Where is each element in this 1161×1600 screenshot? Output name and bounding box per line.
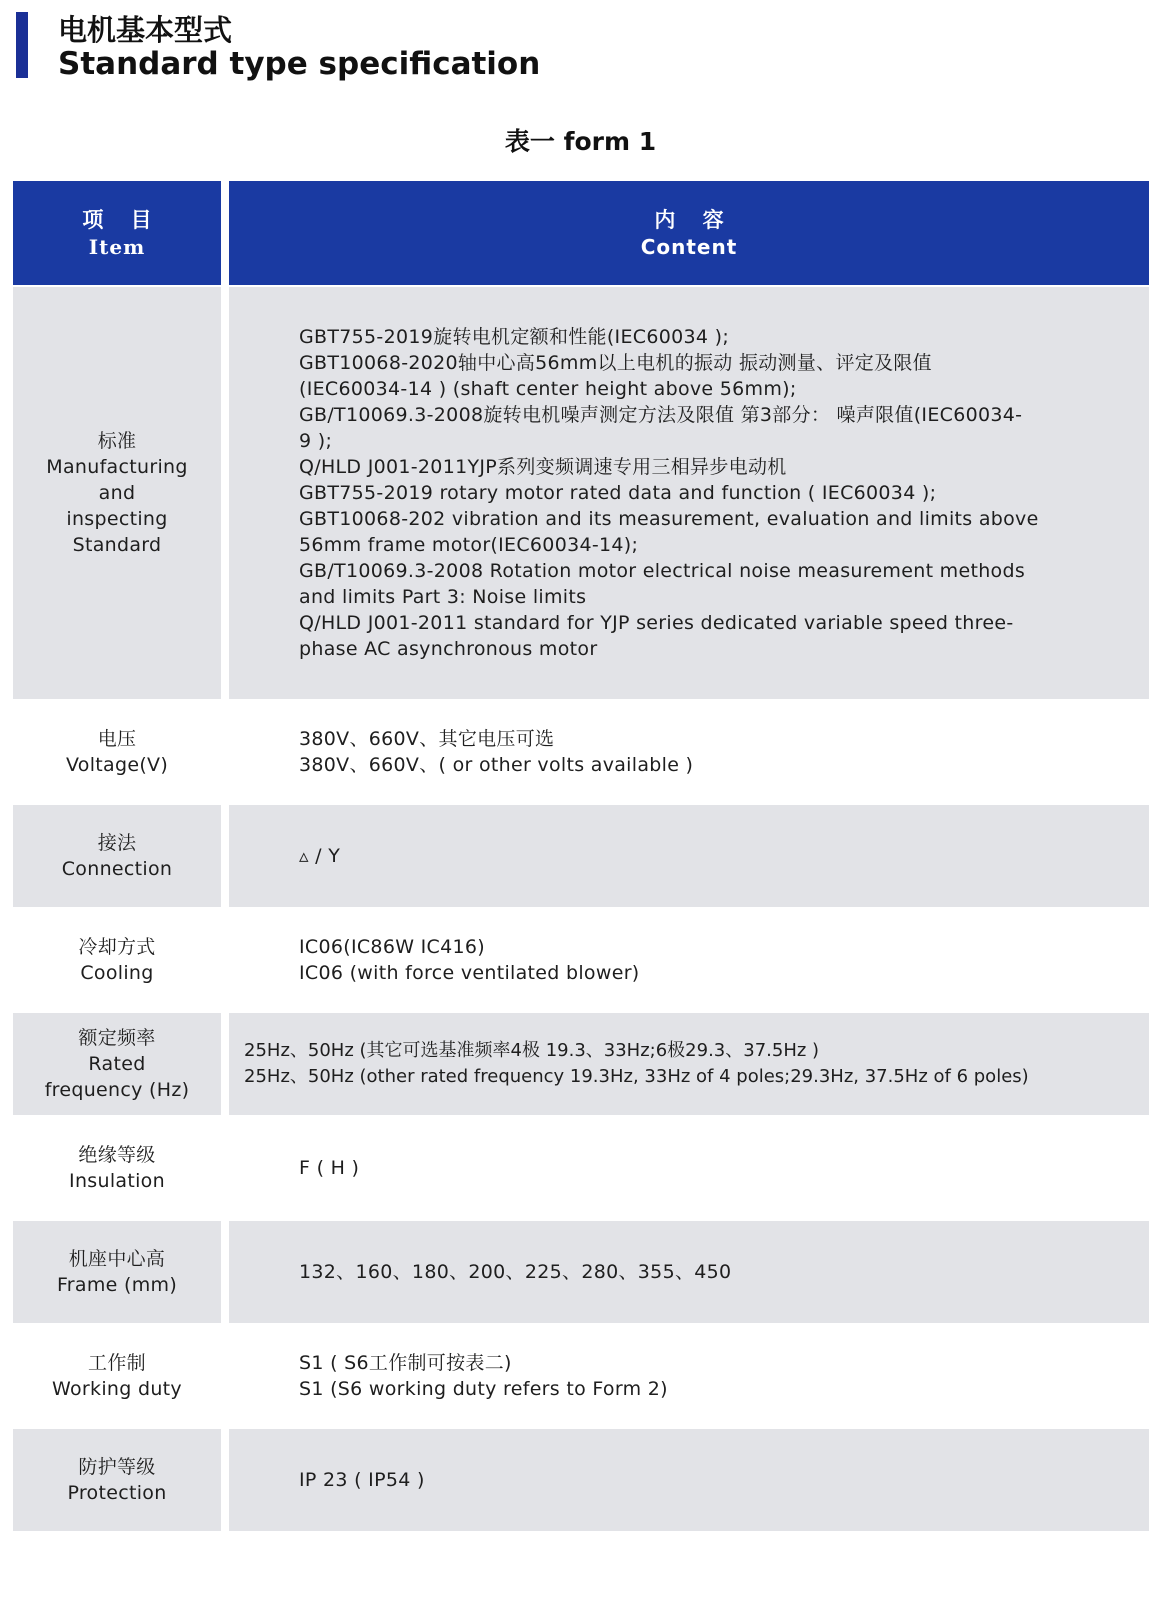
row-content: [229, 701, 1149, 803]
label-line: Connection: [61, 858, 173, 880]
header-content-cell: [229, 181, 1149, 285]
label-line: Voltage(V): [65, 754, 169, 776]
label-line: and: [98, 482, 136, 504]
content-line: GBT10068-202 vibration and its measurement, evaluation and limits above: [299, 508, 1039, 530]
row-label: [13, 1013, 221, 1115]
content-line: and limits Part 3: Noise limits: [299, 586, 587, 608]
content-line: 25Hz、50Hz (其它可选基准频率4极 19.3、33Hz;6极29.3、37.5Hz ): [244, 1040, 820, 1061]
row-content: [229, 1221, 1149, 1323]
row-label: [13, 1429, 221, 1531]
content-line: 25Hz、50Hz (other rated frequency 19.3Hz, 33Hz of 4 poles;29.3Hz, 37.5Hz of 6 poles): [244, 1066, 1029, 1087]
accent-bar: [16, 12, 28, 78]
content-line: ▵ / Y: [299, 845, 341, 867]
form-title: 表一 form 1: [504, 127, 657, 156]
content-line: IC06(IC86W IC416): [299, 936, 485, 958]
row-content: [229, 287, 1149, 699]
table-row-insulation: [13, 1117, 1149, 1219]
label-line: inspecting: [66, 508, 168, 530]
label-line: frequency (Hz): [44, 1079, 190, 1101]
row-content: [229, 1013, 1149, 1115]
table-row-standard: [13, 287, 1149, 699]
content-line: (IEC60034-14 ) (shaft center height above 56mm);: [299, 378, 797, 400]
label-line: Protection: [67, 1482, 167, 1504]
table-row-voltage: [13, 701, 1149, 803]
row-content: [229, 805, 1149, 907]
label-line: 电压: [97, 728, 137, 750]
row-label: [13, 805, 221, 907]
content-line: IC06 (with force ventilated blower): [299, 962, 640, 984]
content-line: 56mm frame motor(IEC60034-14);: [299, 534, 639, 556]
content-line: S1 ( S6工作制可按表二): [299, 1352, 512, 1374]
page-title-en: Standard type specification: [58, 46, 541, 82]
label-line: 标准: [97, 430, 137, 452]
row-content: [229, 1325, 1149, 1427]
content-line: GB/T10069.3-2008旋转电机噪声测定方法及限值 第3部分： 噪声限值(IEC60034-: [299, 404, 1023, 426]
label-line: 接法: [97, 832, 137, 854]
label-line: 冷却方式: [78, 936, 156, 958]
label-line: Frame (mm): [56, 1274, 178, 1296]
content-line: 380V、660V、其它电压可选: [299, 728, 555, 750]
row-content: [229, 1429, 1149, 1531]
table-row-frame: [13, 1221, 1149, 1323]
content-line: IP 23 ( IP54 ): [299, 1469, 425, 1491]
content-line: GBT10068-2020轴中心高56mm以上电机的振动 振动测量、评定及限值: [299, 352, 932, 374]
row-content: [229, 1117, 1149, 1219]
label-line: Standard: [72, 534, 162, 556]
content-line: 9 );: [299, 430, 333, 452]
header-content-cn: 内 容: [654, 207, 734, 232]
label-line: Insulation: [69, 1170, 165, 1192]
page-title-cn: 电机基本型式: [58, 13, 233, 47]
label-line: 额定频率: [78, 1027, 156, 1049]
table-row-connection: [13, 805, 1149, 907]
row-label: [13, 1117, 221, 1219]
content-line: GBT755-2019旋转电机定额和性能(IEC60034 );: [299, 326, 730, 348]
table-row-protection: [13, 1429, 1149, 1531]
table-row-working-duty: [13, 1325, 1149, 1427]
header-item-cn: 项 目: [82, 207, 162, 232]
header-item-cell: [13, 181, 221, 285]
content-line: GBT755-2019 rotary motor rated data and function ( IEC60034 );: [299, 482, 937, 504]
header-item-en: Item: [88, 234, 146, 259]
table-row-frequency: [13, 1013, 1149, 1115]
row-content: [229, 909, 1149, 1011]
label-line: Cooling: [80, 962, 154, 984]
content-line: 132、160、180、200、225、280、355、450: [299, 1261, 732, 1283]
label-line: Rated: [88, 1053, 146, 1075]
row-label: [13, 909, 221, 1011]
label-line: Working duty: [52, 1378, 182, 1400]
label-line: 工作制: [88, 1352, 146, 1374]
row-label: [13, 1325, 221, 1427]
label-line: 防护等级: [78, 1456, 156, 1478]
content-line: Q/HLD J001-2011 standard for YJP series dedicated variable speed three-: [299, 612, 1014, 634]
content-line: F ( H ): [299, 1157, 360, 1179]
content-line: Q/HLD J001-2011YJP系列变频调速专用三相异步电动机: [299, 456, 787, 478]
row-label: [13, 701, 221, 803]
content-line: GB/T10069.3-2008 Rotation motor electrical noise measurement methods: [299, 560, 1026, 582]
label-line: Manufacturing: [46, 456, 188, 478]
row-label: [13, 1221, 221, 1323]
content-line: S1 (S6 working duty refers to Form 2): [299, 1378, 668, 1400]
content-line: 380V、660V、( or other volts available ): [299, 754, 694, 776]
label-line: 机座中心高: [68, 1248, 166, 1270]
label-line: 绝缘等级: [78, 1144, 156, 1166]
row-label: [13, 287, 221, 699]
content-line: phase AC asynchronous motor: [299, 638, 598, 660]
header-content-en: Content: [640, 234, 738, 259]
table-header: [13, 181, 1149, 285]
table-row-cooling: [13, 909, 1149, 1011]
